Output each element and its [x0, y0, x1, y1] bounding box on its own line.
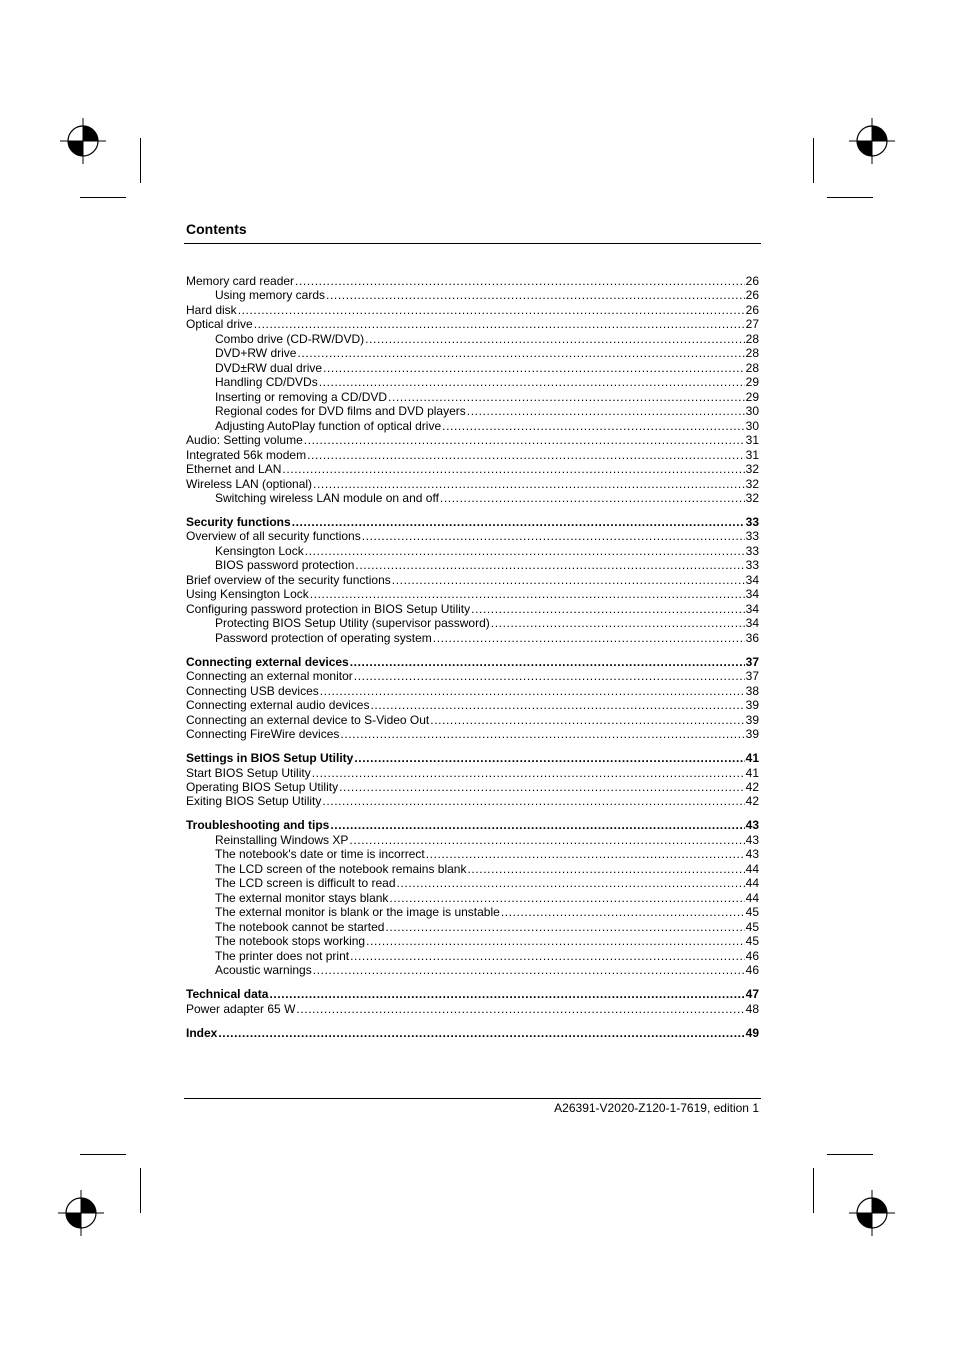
toc-entry-title: Exiting BIOS Setup Utility	[186, 794, 322, 809]
toc-entry[interactable]	[186, 713, 759, 727]
toc-chapter-entry[interactable]	[186, 987, 759, 1001]
toc-entry[interactable]	[186, 684, 759, 698]
toc-entry-page: 43	[745, 847, 759, 862]
toc-entry-page: 27	[745, 317, 759, 332]
toc-entry-title: The LCD screen is difficult to read	[215, 876, 396, 891]
toc-entry-title: Troubleshooting and tips	[186, 818, 330, 833]
toc-entry-page: 44	[745, 861, 759, 876]
toc-section	[186, 1026, 759, 1040]
toc-section	[186, 987, 759, 1016]
crop-line	[827, 1154, 873, 1155]
toc-chapter-entry[interactable]	[186, 515, 759, 529]
toc-entry-page: 48	[745, 1001, 759, 1016]
toc-chapter-entry[interactable]	[186, 818, 759, 832]
toc-dot-leader	[354, 751, 744, 765]
toc-entry-page: 45	[745, 919, 759, 934]
toc-entry-title: Audio: Setting volume	[186, 433, 303, 448]
toc-entry-page: 46	[745, 963, 759, 978]
toc-entry-page: 47	[745, 987, 759, 1002]
toc-entry-title: Using memory cards	[215, 288, 326, 303]
toc-entry[interactable]	[186, 1002, 759, 1016]
toc-chapter-entry[interactable]	[186, 751, 759, 765]
toc-entry-page: 45	[745, 934, 759, 949]
toc-entry[interactable]	[186, 332, 759, 346]
toc-entry-title: The LCD screen of the notebook remains blank	[215, 861, 467, 876]
toc-dot-leader	[238, 303, 745, 317]
toc-entry[interactable]	[186, 669, 759, 683]
toc-entry[interactable]	[186, 876, 759, 890]
toc-dot-leader	[426, 847, 745, 861]
toc-entry[interactable]	[186, 303, 759, 317]
toc-entry[interactable]	[186, 963, 759, 977]
toc-entry-page: 26	[745, 288, 759, 303]
toc-entry-title: The notebook stops working	[215, 934, 366, 949]
toc-dot-leader	[313, 963, 745, 977]
toc-dot-leader	[501, 905, 745, 919]
toc-dot-leader	[330, 818, 744, 832]
toc-entry-title: BIOS password protection	[215, 558, 355, 573]
toc-entry[interactable]	[186, 346, 759, 360]
toc-entry[interactable]	[186, 491, 759, 505]
toc-entry-title: Hard disk	[186, 302, 237, 317]
toc-entry-page: 31	[745, 447, 759, 462]
table-of-contents	[186, 274, 759, 1049]
toc-entry-page: 33	[745, 558, 759, 573]
toc-entry-page: 26	[745, 302, 759, 317]
toc-entry[interactable]	[186, 727, 759, 741]
toc-entry-page: 45	[745, 905, 759, 920]
toc-entry-page: 39	[745, 727, 759, 742]
toc-dot-leader	[323, 361, 745, 375]
toc-entry[interactable]	[186, 891, 759, 905]
toc-entry-title: Switching wireless LAN module on and off	[215, 491, 439, 506]
toc-dot-leader	[355, 558, 744, 572]
crop-line	[140, 1168, 141, 1213]
toc-entry[interactable]	[186, 361, 759, 375]
toc-dot-leader	[319, 375, 745, 389]
toc-entry-page: 32	[745, 462, 759, 477]
toc-entry-page: 28	[745, 331, 759, 346]
toc-entry-page: 28	[745, 360, 759, 375]
toc-chapter-entry[interactable]	[186, 655, 759, 669]
toc-entry[interactable]	[186, 780, 759, 794]
toc-dot-leader	[467, 404, 745, 418]
toc-dot-leader	[392, 573, 745, 587]
toc-entry-page: 29	[745, 389, 759, 404]
toc-entry-title: Memory card reader	[186, 274, 295, 288]
toc-dot-leader	[362, 529, 745, 543]
toc-entry-title: Ethernet and LAN	[186, 462, 282, 477]
toc-entry-title: Brief overview of the security functions	[186, 572, 391, 587]
toc-entry-page: 37	[745, 654, 759, 669]
toc-dot-leader	[307, 448, 745, 462]
toc-dot-leader	[322, 794, 744, 808]
toc-section	[186, 655, 759, 742]
toc-entry-title: Reinstalling Windows XP	[215, 832, 349, 847]
toc-entry-title: Protecting BIOS Setup Utility (supervisor password)	[215, 616, 490, 631]
document-id: A26391-V2020-Z120-1-7619, edition 1	[554, 1101, 759, 1115]
toc-entry-title: Combo drive (CD-RW/DVD)	[215, 331, 365, 346]
toc-dot-leader	[297, 346, 744, 360]
toc-entry[interactable]	[186, 477, 759, 491]
crop-line	[827, 197, 873, 198]
toc-entry-title: Using Kensington Lock	[186, 587, 309, 602]
toc-dot-leader	[304, 433, 745, 447]
toc-entry-title: Technical data	[186, 987, 269, 1002]
toc-dot-leader	[433, 631, 745, 645]
toc-entry[interactable]	[186, 602, 759, 616]
toc-entry-title: Settings in BIOS Setup Utility	[186, 751, 354, 766]
toc-entry-page: 34	[745, 587, 759, 602]
toc-entry[interactable]	[186, 847, 759, 861]
toc-entry[interactable]	[186, 544, 759, 558]
toc-entry[interactable]	[186, 862, 759, 876]
toc-entry-title: Index	[186, 1025, 218, 1040]
toc-dot-leader	[354, 669, 745, 683]
toc-entry-title: Handling CD/DVDs	[215, 375, 318, 390]
toc-entry-page: 39	[745, 698, 759, 713]
toc-entry-title: Inserting or removing a CD/DVD	[215, 389, 388, 404]
toc-dot-leader	[313, 477, 745, 491]
toc-entry-title: Operating BIOS Setup Utility	[186, 779, 339, 794]
toc-entry-title: Power adapter 65 W	[186, 1001, 296, 1016]
toc-entry[interactable]	[186, 448, 759, 462]
toc-entry-title: Connecting external audio devices	[186, 698, 370, 713]
toc-entry[interactable]	[186, 905, 759, 919]
toc-entry-page: 43	[745, 832, 759, 847]
toc-dot-leader	[491, 616, 745, 630]
toc-entry[interactable]	[186, 274, 759, 288]
toc-entry-title: DVD+RW drive	[215, 346, 297, 361]
registration-mark-top-right-icon	[849, 118, 895, 164]
toc-entry-title: Security functions	[186, 515, 291, 529]
toc-section	[186, 274, 759, 506]
toc-section	[186, 751, 759, 809]
toc-entry-title: Configuring password protection in BIOS Setup Utility	[186, 601, 471, 616]
toc-entry-page: 34	[745, 601, 759, 616]
toc-entry[interactable]	[186, 766, 759, 780]
toc-entry[interactable]	[186, 317, 759, 331]
toc-dot-leader	[397, 876, 745, 890]
registration-mark-bottom-right-icon	[849, 1190, 895, 1236]
toc-entry-title: Optical drive	[186, 317, 253, 332]
toc-entry[interactable]	[186, 529, 759, 543]
toc-entry[interactable]	[186, 404, 759, 418]
toc-entry[interactable]	[186, 433, 759, 447]
page-title: Contents	[186, 221, 247, 237]
toc-entry[interactable]	[186, 794, 759, 808]
toc-entry-title: DVD±RW dual drive	[215, 360, 323, 375]
toc-dot-leader	[292, 515, 745, 529]
toc-entry-title: Password protection of operating system	[215, 630, 432, 645]
toc-entry-page: 30	[745, 418, 759, 433]
toc-dot-leader	[467, 862, 744, 876]
toc-entry-page: 34	[745, 616, 759, 631]
toc-dot-leader	[312, 766, 745, 780]
toc-dot-leader	[430, 713, 744, 727]
toc-entry-title: Integrated 56k modem	[186, 447, 307, 462]
toc-entry[interactable]	[186, 631, 759, 645]
toc-dot-leader	[282, 462, 744, 476]
crop-line	[813, 1168, 814, 1213]
toc-entry-title: Connecting an external device to S-Video Out	[186, 712, 430, 727]
crop-line	[140, 138, 141, 183]
toc-entry-title: Kensington Lock	[215, 543, 304, 558]
toc-dot-leader	[440, 491, 745, 505]
toc-entry-page: 43	[745, 818, 759, 833]
header-divider	[184, 243, 761, 244]
toc-dot-leader	[305, 544, 745, 558]
toc-dot-leader	[320, 684, 745, 698]
toc-entry-page: 49	[745, 1025, 759, 1040]
toc-entry[interactable]	[186, 934, 759, 948]
toc-entry-title: Wireless LAN (optional)	[186, 476, 313, 491]
toc-entry-title: The notebook cannot be started	[215, 919, 385, 934]
toc-dot-leader	[389, 891, 744, 905]
toc-dot-leader	[218, 1026, 744, 1040]
registration-mark-bottom-left-icon	[58, 1190, 104, 1236]
toc-dot-leader	[295, 274, 745, 288]
toc-entry-page: 42	[745, 779, 759, 794]
registration-mark-top-left-icon	[60, 118, 106, 164]
toc-entry-title: Connecting USB devices	[186, 683, 319, 698]
toc-entry[interactable]	[186, 288, 759, 302]
toc-dot-leader	[339, 780, 745, 794]
toc-entry-page: 41	[745, 765, 759, 780]
toc-entry[interactable]	[186, 419, 759, 433]
toc-entry-page: 26	[745, 274, 759, 288]
toc-entry-page: 30	[745, 404, 759, 419]
toc-dot-leader	[350, 655, 745, 669]
toc-entry-page: 38	[745, 683, 759, 698]
toc-entry-page: 33	[745, 543, 759, 558]
toc-entry[interactable]	[186, 587, 759, 601]
toc-entry-title: Overview of all security functions	[186, 529, 361, 544]
toc-entry[interactable]	[186, 462, 759, 476]
toc-entry-title: Regional codes for DVD films and DVD players	[215, 404, 466, 419]
toc-chapter-entry[interactable]	[186, 1026, 759, 1040]
toc-entry-page: 37	[745, 669, 759, 684]
footer-divider	[184, 1098, 761, 1099]
toc-entry[interactable]	[186, 920, 759, 934]
toc-dot-leader	[310, 587, 745, 601]
toc-entry-title: The printer does not print	[215, 948, 350, 963]
toc-entry[interactable]	[186, 558, 759, 572]
toc-dot-leader	[350, 949, 745, 963]
toc-entry-page: 42	[745, 794, 759, 809]
toc-entry-page: 34	[745, 572, 759, 587]
toc-entry[interactable]	[186, 833, 759, 847]
toc-entry-page: 32	[745, 491, 759, 506]
toc-entry-title: Start BIOS Setup Utility	[186, 765, 311, 780]
toc-section	[186, 818, 759, 977]
toc-entry-title: Acoustic warnings	[215, 963, 312, 978]
toc-entry-page: 44	[745, 890, 759, 905]
toc-dot-leader	[269, 987, 744, 1001]
toc-dot-leader	[254, 317, 745, 331]
toc-dot-leader	[366, 934, 745, 948]
toc-dot-leader	[326, 288, 745, 302]
toc-entry-title: Adjusting AutoPlay function of optical drive	[215, 418, 442, 433]
toc-entry-page: 31	[745, 433, 759, 448]
toc-dot-leader	[349, 833, 744, 847]
toc-section	[186, 515, 759, 645]
toc-entry[interactable]	[186, 573, 759, 587]
toc-entry-title: The external monitor is blank or the image is unstable	[215, 905, 500, 920]
toc-entry-page: 39	[745, 712, 759, 727]
toc-entry[interactable]	[186, 698, 759, 712]
toc-entry-page: 32	[745, 476, 759, 491]
toc-dot-leader	[296, 1002, 744, 1016]
toc-entry-title: The notebook's date or time is incorrect	[215, 847, 425, 862]
toc-dot-leader	[388, 390, 745, 404]
toc-dot-leader	[442, 419, 745, 433]
toc-dot-leader	[340, 727, 744, 741]
toc-dot-leader	[370, 698, 744, 712]
toc-dot-leader	[365, 332, 745, 346]
toc-entry-page: 46	[745, 948, 759, 963]
toc-entry-page: 41	[745, 751, 759, 766]
crop-line	[813, 138, 814, 183]
crop-line	[80, 197, 126, 198]
toc-entry-page: 44	[745, 876, 759, 891]
toc-entry[interactable]	[186, 375, 759, 389]
toc-entry-page: 28	[745, 346, 759, 361]
toc-dot-leader	[385, 920, 744, 934]
toc-entry-title: Connecting an external monitor	[186, 669, 353, 684]
toc-entry-title: The external monitor stays blank	[215, 890, 389, 905]
toc-entry-page: 33	[745, 529, 759, 544]
toc-entry-page: 33	[745, 515, 759, 529]
toc-entry[interactable]	[186, 949, 759, 963]
toc-entry-title: Connecting external devices	[186, 654, 349, 669]
toc-entry-title: Connecting FireWire devices	[186, 727, 340, 742]
toc-entry[interactable]	[186, 390, 759, 404]
toc-dot-leader	[471, 602, 745, 616]
toc-entry-page: 36	[745, 630, 759, 645]
toc-entry-page: 29	[745, 375, 759, 390]
toc-entry[interactable]	[186, 616, 759, 630]
crop-line	[80, 1154, 126, 1155]
